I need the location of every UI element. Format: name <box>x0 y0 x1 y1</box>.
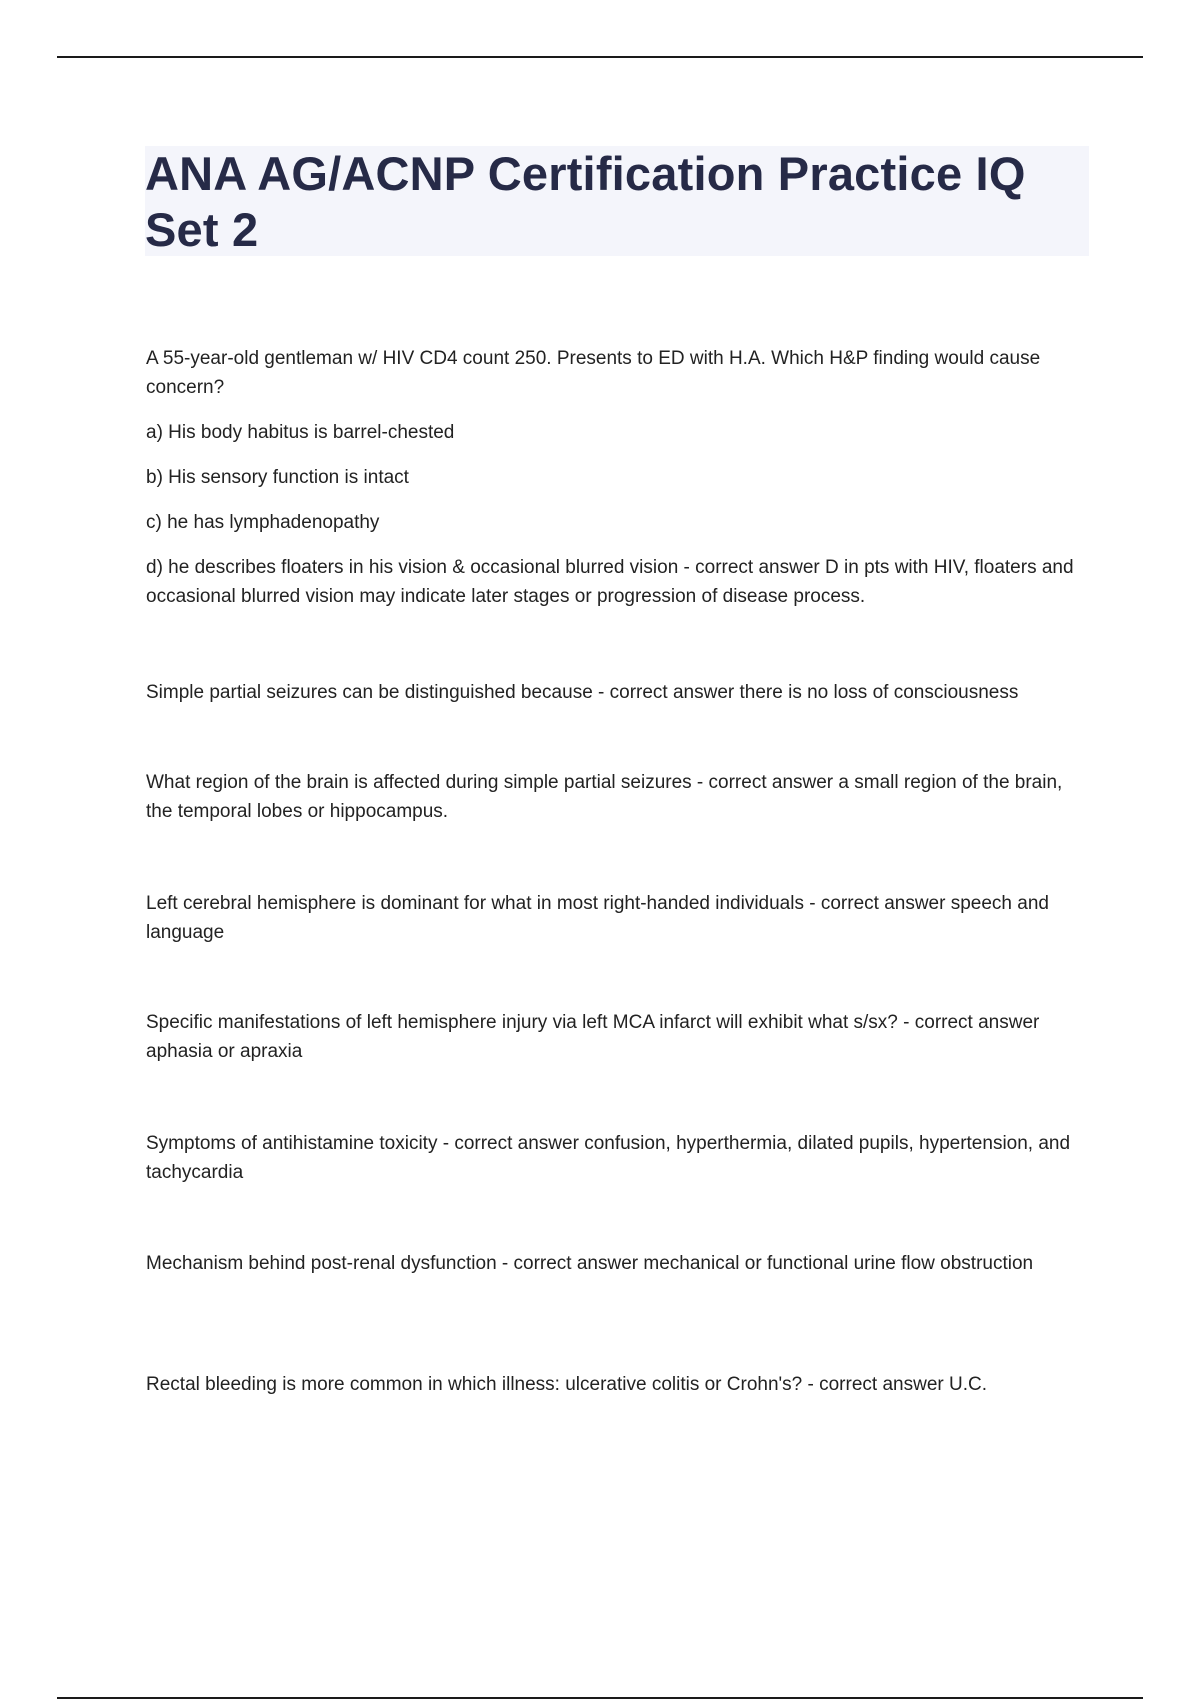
question-text: Specific manifestations of left hemisphere injury via left MCA infarct will exhibit what s/sx? - correct answer aphasia or apraxia <box>146 1012 1040 1062</box>
question-text: Symptoms of antihistamine toxicity - correct answer confusion, hyperthermia, dilated pupils, hypertension, and tachycardia <box>146 1133 1071 1183</box>
question-text: Left cerebral hemisphere is dominant for what in most right-handed individuals - correct answer speech and language <box>146 893 1049 943</box>
question-block-6 <box>146 1129 1086 1187</box>
question-block-4 <box>146 889 1086 947</box>
question-block-3 <box>146 768 1086 826</box>
answer-option-c: c) he has lymphadenopathy <box>146 512 380 533</box>
question-text: Mechanism behind post-renal dysfunction - correct answer mechanical or functional urine flow obstruction <box>146 1253 1034 1274</box>
question-text: Simple partial seizures can be distinguished because - correct answer there is no loss of consciousness <box>146 682 1019 703</box>
footer-rule <box>57 1697 1143 1699</box>
question-block-1 <box>146 344 1086 611</box>
title-banner <box>145 146 1089 256</box>
answer-option-a: a) His body habitus is barrel-chested <box>146 422 455 443</box>
header-rule <box>57 56 1143 58</box>
question-block-7 <box>146 1249 1086 1278</box>
question-block-5 <box>146 1008 1086 1066</box>
question-text: What region of the brain is affected during simple partial seizures - correct answer a small region of the brain, the temporal lobes or hippocampus. <box>146 772 1063 822</box>
question-text: A 55-year-old gentleman w/ HIV CD4 count 250. Presents to ED with H.A. Which H&P finding would cause concern? <box>146 348 1041 398</box>
answer-option-b: b) His sensory function is intact <box>146 467 409 488</box>
question-block-8 <box>146 1370 1086 1399</box>
question-text: Rectal bleeding is more common in which illness: ulcerative colitis or Crohn's? - correct answer U.C. <box>146 1374 987 1395</box>
answer-option-d: d) he describes floaters in his vision & occasional blurred vision - correct answer D in pts with HIV, floaters and occasional blurred vision may indicate later stages or progression of disease process. <box>146 557 1074 607</box>
page-title: ANA AG/ACNP Certification Practice IQ Set 2 <box>145 147 1026 256</box>
question-block-2 <box>146 678 1086 707</box>
